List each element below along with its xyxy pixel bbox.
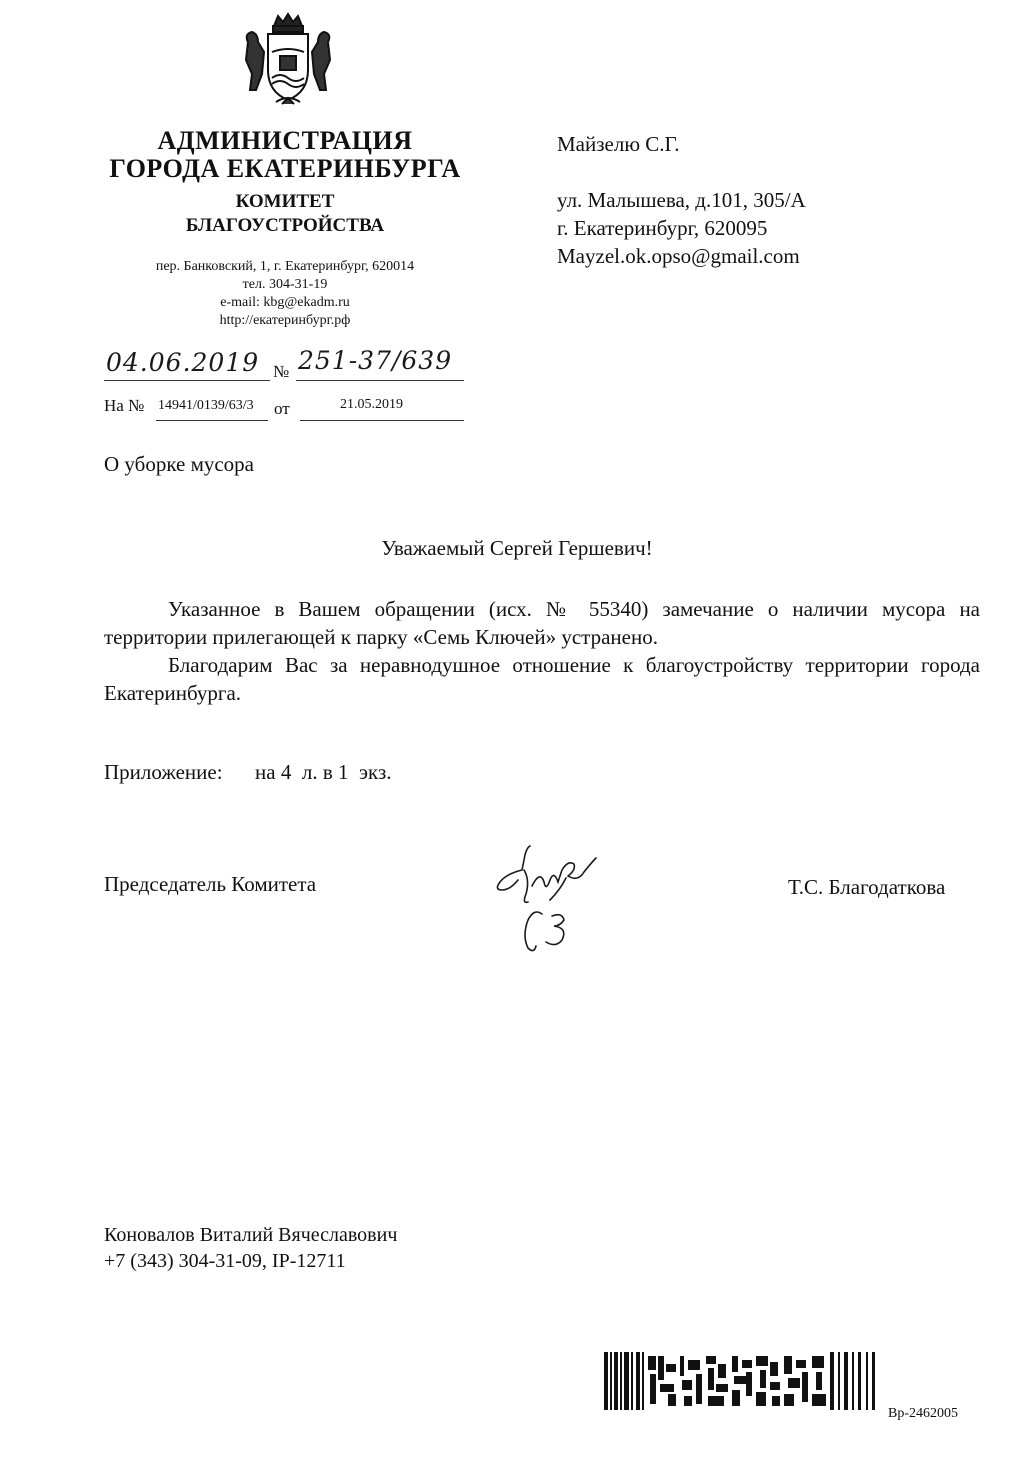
letter-subject: О уборке мусора xyxy=(104,452,255,476)
signer-position: Председатель Комитета xyxy=(104,872,317,896)
reply-date: 21.05.2019 xyxy=(340,397,403,412)
department-line1: КОМИТЕТ xyxy=(235,191,335,212)
attachment-label: Приложение: xyxy=(104,760,223,784)
org-email: e-mail: kbg@ekadm.ru xyxy=(220,295,350,310)
executor-name: Коновалов Виталий Вячеславович xyxy=(104,1224,398,1246)
coat-of-arms-icon xyxy=(236,12,340,108)
letter-date: 04.06.2019 xyxy=(106,348,260,377)
recipient-city: г. Екатеринбург, 620095 xyxy=(557,216,768,240)
handwritten-signature xyxy=(488,830,618,960)
department-line2: БЛАГОУСТРОЙСТВА xyxy=(185,215,385,236)
body-paragraph-1: Указанное в Вашем обращении (исх. № 55340) замечание о наличии мусора на территории прилегающей к парку «Семь Ключей» устранено. xyxy=(104,597,980,649)
greeting: Уважаемый Сергей Гершевич! xyxy=(381,536,653,560)
recipient-name: Майзелю С.Г. xyxy=(557,132,680,156)
reply-number: 14941/0139/63/3 xyxy=(158,398,254,413)
executor-phone: +7 (343) 304-31-09, IP-12711 xyxy=(104,1250,346,1272)
recipient-email: Mayzel.ok.opso@gmail.com xyxy=(557,244,800,268)
org-name-line2: ГОРОДА ЕКАТЕРИНБУРГА xyxy=(109,154,461,183)
attachment-line xyxy=(104,760,392,785)
barcode-number: Вр-2462005 xyxy=(888,1406,958,1421)
letter-number: 251-37/639 xyxy=(298,346,453,375)
body-paragraph-2: Благодарим Вас за неравнодушное отношение к благоустройству территории города Екатеринбурга. xyxy=(104,653,980,705)
from-label: от xyxy=(274,399,290,418)
signer-name: Т.С. Благодаткова xyxy=(788,875,946,899)
org-website: http://екатеринбург.рф xyxy=(219,313,351,328)
barcode xyxy=(604,1352,878,1410)
recipient-street: ул. Малышева, д.101, 305/А xyxy=(557,188,806,212)
reply-label: На № xyxy=(104,396,145,415)
org-name-line1: АДМИНИСТРАЦИЯ xyxy=(157,126,413,155)
number-label: № xyxy=(273,362,290,381)
attachment-value: на 4 л. в 1 экз. xyxy=(255,760,392,784)
org-address: пер. Банковский, 1, г. Екатеринбург, 620014 xyxy=(155,259,415,274)
org-phone: тел. 304-31-19 xyxy=(242,277,328,292)
